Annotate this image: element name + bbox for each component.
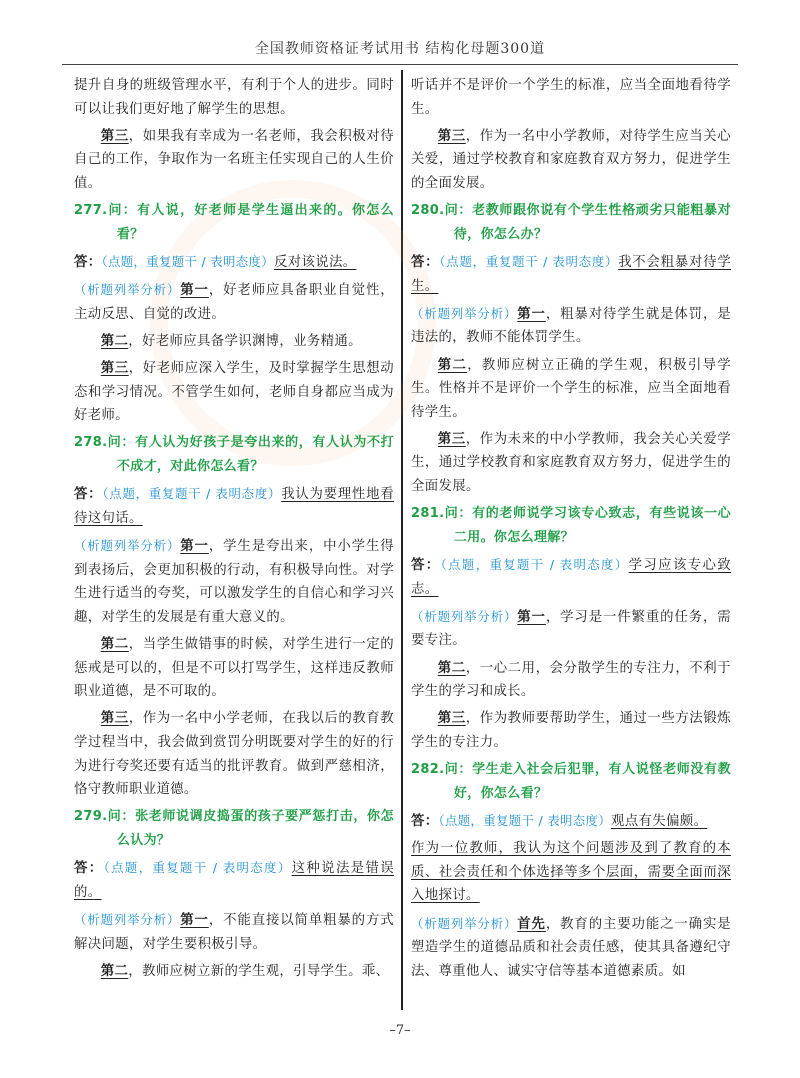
answer-text: 反对该说法。 <box>274 254 357 270</box>
question-number: 282.问： <box>411 762 473 778</box>
question-280 <box>411 199 731 246</box>
answer-text: 这种说法是错误的。 <box>74 861 395 900</box>
header-rule <box>62 64 738 65</box>
answer-tag: （点题，重复题干 / 表明态度） <box>440 557 629 573</box>
point-label: 第一 <box>180 538 209 555</box>
question-number: 279.问： <box>74 809 136 825</box>
analysis-280-1 <box>411 302 731 350</box>
answer-tag: （点题，重复题干 / 表明态度） <box>101 253 275 269</box>
column-divider <box>401 70 403 1010</box>
question-number: 280.问： <box>411 203 473 219</box>
analysis-278-3 <box>74 707 394 801</box>
intro-point-3 <box>74 125 394 196</box>
analysis-278-2 <box>74 633 394 704</box>
point-label: 第一 <box>517 305 546 322</box>
point-text: ，粗暴对待学生就是体罚，是违法的，教师不能体罚学生。 <box>411 306 731 346</box>
point-label: 第二 <box>437 356 468 373</box>
point-text: ，教育的主要功能之一确实是塑造学生的道德品质和社会责任感，使其具备遵纪守法、尊重他人、诚实守信等基本道德素质。如 <box>411 916 731 979</box>
analysis-tag: （析题列举分析） <box>411 305 518 321</box>
question-text: 学生走入社会后犯罪，有人说怪老师没有教好，你怎么看？ <box>453 762 731 801</box>
continued-text: 听话并不是评价一个学生的标准，应当全面地看待学生。 <box>411 78 731 117</box>
analysis-tag: （析题列举分析） <box>411 608 518 624</box>
running-header: 全国教师资格证考试用书 结构化母题300道 <box>254 41 546 57</box>
question-text: 老教师跟你说有个学生性格顽劣只能粗暴对待，你怎么办？ <box>453 203 731 242</box>
point-label: 第三 <box>100 710 129 727</box>
point-label: 第三 <box>437 710 466 727</box>
point-label: 第一 <box>180 911 209 928</box>
answer-label: 答： <box>74 860 104 877</box>
answer-label: 答： <box>411 253 440 270</box>
analysis-281-2 <box>411 657 731 704</box>
analysis-277-1 <box>74 278 394 326</box>
left-column <box>74 74 394 987</box>
answer-text: 观点有失偏颇。 <box>611 813 708 829</box>
question-number: 281.问： <box>411 506 473 522</box>
point-text: ，不能直接以简单粗暴的方式解决问题，对学生要积极引导。 <box>74 912 394 952</box>
question-text: 有的老师说学习该专心致志，有些说该一心二用。你怎么理解？ <box>453 506 731 545</box>
point-text: ，作为一名中小学老师，在我以后的教育教学过程当中，我会做到赏罚分明既要对学生的好的行为进行夸奖还要有适当的批评教育。做到严慈相济，恪守教师职业道德。 <box>74 711 394 798</box>
point-text: ，学生是夸出来，中小学生得到表扬后，会更加积极的行动，有积极导向性。对学生进行适当的夸奖，可以激发学生的自信心和学习兴趣，对学生的发展是有重大意义的。 <box>74 539 394 625</box>
point-label: 首先 <box>517 915 546 932</box>
point-label: 第二 <box>100 332 129 349</box>
point-text: ，如果我有幸成为一名老师，我会积极对待自己的工作，争取作为一名班主任实现自己的人生价值。 <box>74 128 394 191</box>
analysis-tag: （析题列举分析） <box>411 915 518 931</box>
answer-label: 答： <box>74 486 103 503</box>
point-text: ，一心二用，会分散学生的专注力，不利于学生的学习和成长。 <box>411 660 731 700</box>
right-column <box>411 74 731 987</box>
question-279 <box>74 805 394 852</box>
point-text: ，好老师应具备学识渊博，业务精通。 <box>128 333 362 349</box>
point-text: ，教师应树立新的学生观，引导学生。乖、 <box>128 963 390 979</box>
analysis-279-1 <box>74 908 394 956</box>
analysis-tag: （析题列举分析） <box>74 911 181 927</box>
point-text: ，作为一名中小学教师，对待学生应当关心关爱，通过学校教育和家庭教育双方努力，促进学生的全面发展。 <box>411 128 731 191</box>
point-label: 第一 <box>517 608 546 625</box>
point-label: 第三 <box>437 430 466 447</box>
answer-277 <box>74 250 394 275</box>
point-label: 第三 <box>437 127 466 144</box>
analysis-277-2 <box>74 330 394 354</box>
answer-282 <box>411 809 731 834</box>
point-text: ，教师应树立正确的学生观，积极引导学生。性格并不是评价一个学生的标准，应当全面地看待学生。 <box>411 357 731 420</box>
analysis-280-2 <box>411 354 731 425</box>
answer-280 <box>411 250 731 298</box>
answer-tag: （点题，重复题干 / 表明态度） <box>438 812 612 828</box>
analysis-279-2 <box>74 960 394 984</box>
answer-279 <box>74 856 394 904</box>
question-281 <box>411 502 731 549</box>
point-label: 第三 <box>100 127 129 144</box>
question-number: 277.问： <box>74 203 138 219</box>
intro-text: 提升自身的班级管理水平，有利于个人的进步。同时可以让我们更好地了解学生的思想。 <box>74 78 394 117</box>
answer-label: 答： <box>411 557 441 574</box>
question-277 <box>74 199 394 246</box>
page-number: –7– <box>389 1023 411 1038</box>
answer-tag: （点题，重复题干 / 表明态度） <box>103 860 292 876</box>
answer-label: 答： <box>74 253 102 270</box>
point-text: ，作为教师要帮助学生，通过一些方法锻炼学生的专注力。 <box>411 711 731 750</box>
point-label: 第二 <box>100 962 129 979</box>
analysis-277-3 <box>74 357 394 428</box>
point-label: 第二 <box>100 636 129 652</box>
question-text: 有人说，好老师是学生逼出来的。你怎么看？ <box>116 203 394 242</box>
question-text: 张老师说调皮捣蛋的孩子要严惩打击，你怎么认为？ <box>116 809 394 848</box>
point-text: ，好老师应具备职业自觉性，主动反思、自觉的改进。 <box>74 283 394 322</box>
analysis-281-3 <box>411 707 731 754</box>
point-text: ，当学生做错事的时候，对学生进行一定的惩戒是可以的，但是不可以打骂学生，这样违反教师职业道德，是不可取的。 <box>74 637 394 700</box>
answer-label: 答： <box>411 812 439 829</box>
question-number: 278.问： <box>74 435 136 451</box>
point-text: ，好老师应深入学生，及时掌握学生思想动态和学习情况。不管学生如何，老师自身都应当成为好老师。 <box>74 361 394 424</box>
point-label: 第三 <box>100 360 129 377</box>
point-label: 第二 <box>437 659 466 676</box>
question-text: 有人认为好孩子是夸出来的，有人认为不打不成才，对此你怎么看？ <box>116 435 394 475</box>
answer-tag: （点题，重复题干 / 表明态度） <box>439 253 619 269</box>
answer-text: 学习应该专心致志。 <box>411 558 732 597</box>
question-278 <box>74 431 394 478</box>
answer-282-continued: 作为一位教师，我认为这个问题涉及到了教育的本质、社会责任和个体选择等多个层面，需要全面而深入地探讨。 <box>411 841 731 904</box>
answer-281 <box>411 553 731 601</box>
analysis-282-1 <box>411 912 731 984</box>
point-text: ，学习是一件繁重的任务，需要专注。 <box>411 609 731 649</box>
continued-point-3 <box>411 125 731 196</box>
point-text: ，作为未来的中小学教师，我会关心关爱学生，通过学校教育和家庭教育双方努力，促进学生的全面发展。 <box>411 431 731 495</box>
answer-278 <box>74 482 394 530</box>
analysis-280-3 <box>411 428 731 499</box>
analysis-278-1 <box>74 534 394 629</box>
answer-text: 我不会粗暴对待学生。 <box>411 254 731 294</box>
analysis-tag: （析题列举分析） <box>74 538 181 554</box>
answer-tag: （点题，重复题干 / 表明态度） <box>102 486 282 502</box>
question-282 <box>411 758 731 805</box>
point-label: 第一 <box>180 282 209 299</box>
answer-text: 我认为要理性地看待这句话。 <box>74 487 394 526</box>
analysis-281-1 <box>411 605 731 653</box>
analysis-tag: （析题列举分析） <box>74 282 181 298</box>
